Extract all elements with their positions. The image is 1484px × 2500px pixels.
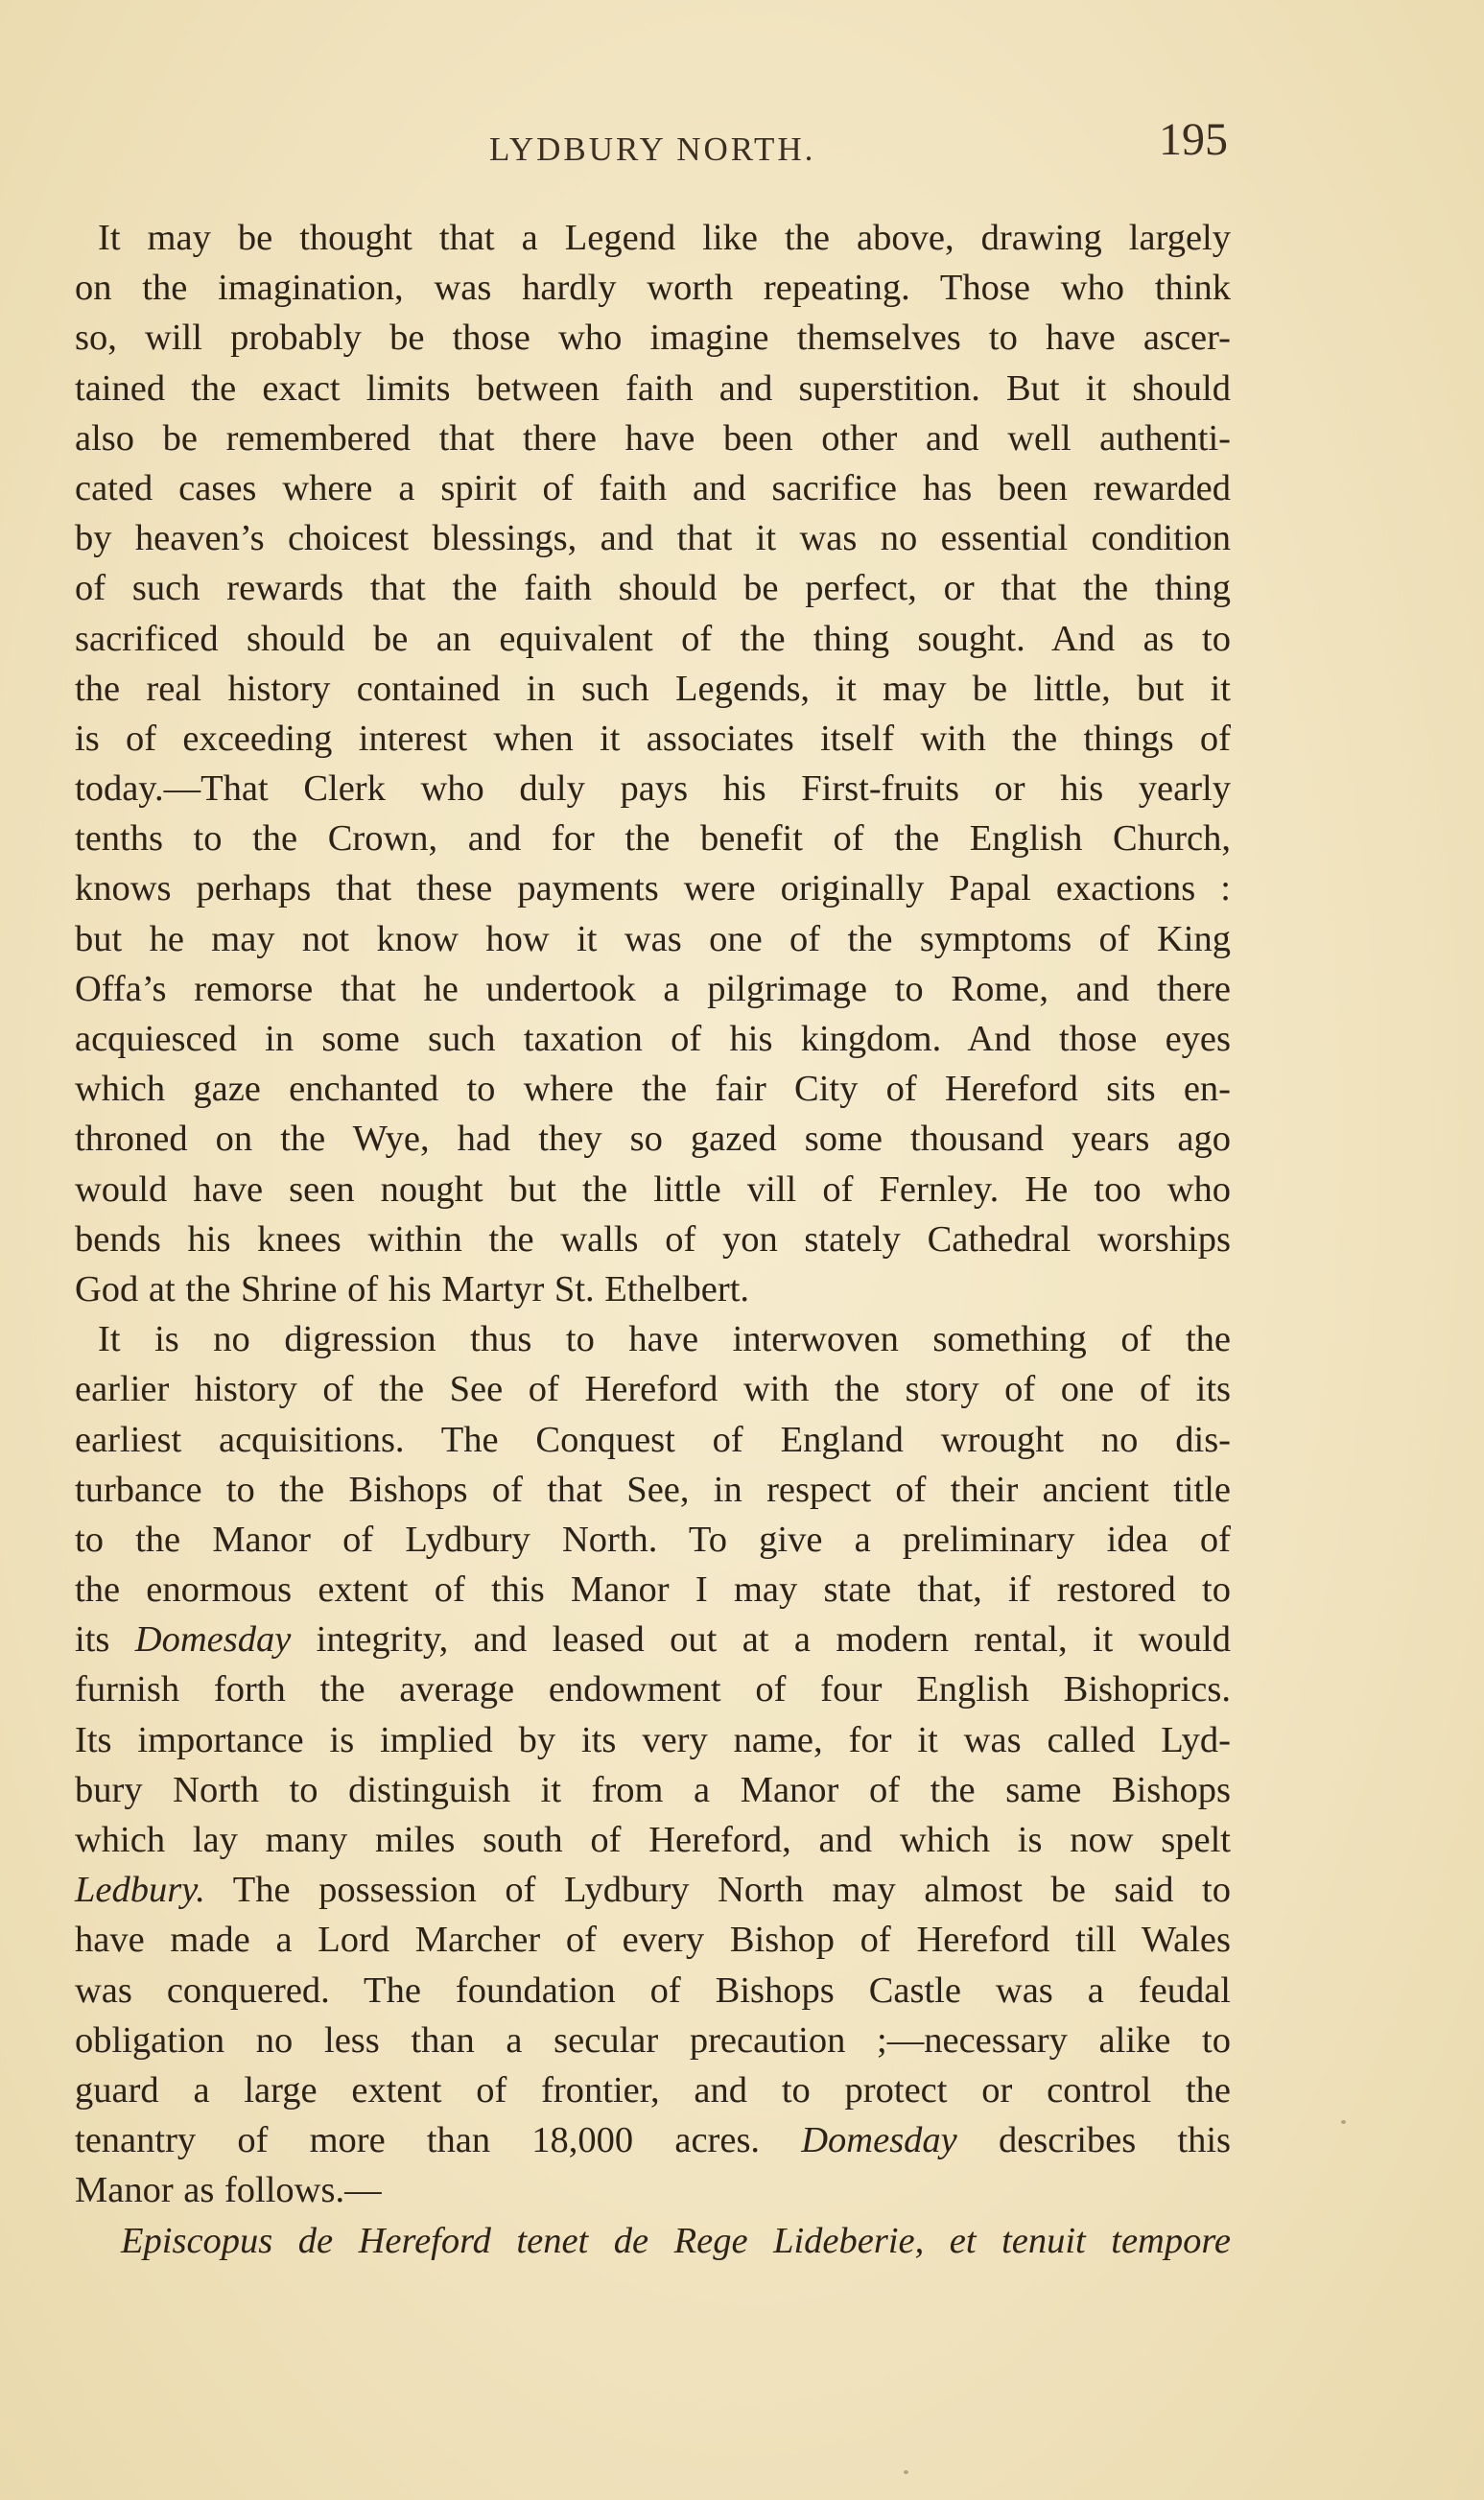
text-line: would have seen nought but the little vill of Fernley. He too who: [75, 1168, 1231, 1210]
text-line: bury North to distinguish it from a Manor of the same Bishops: [75, 1769, 1231, 1810]
text-line: tenths to the Crown, and for the benefit of the English Church,: [75, 818, 1231, 860]
text-line: which lay many miles south of Hereford, and which is now spelt: [75, 1820, 1231, 1860]
paper-speck: [904, 2470, 908, 2474]
text-line: which gaze enchanted to where the fair City of Hereford sits en-: [75, 1069, 1231, 1110]
text-line: [75, 1615, 1231, 1664]
text-line: was conquered. The foundation of Bishops Castle was a feudal: [75, 1969, 1231, 2011]
text-line: so, will probably be those who imagine themselves to have ascer-: [75, 318, 1231, 359]
text-line: It may be thought that a Legend like the above, drawing largely: [98, 218, 1231, 258]
text-fragment: integrity, and leased out at a modern rental, it would: [291, 1619, 1231, 1661]
text-line: acquiesced in some such taxation of his kingdom. And those eyes: [75, 1019, 1231, 1059]
running-head: LYDBURY NORTH.: [489, 130, 816, 168]
text-line: cated cases where a spirit of faith and sacrifice has been rewarded: [75, 467, 1231, 508]
paper-speck: [1341, 2120, 1346, 2124]
latin-quotation: Episcopus de Hereford tenet de Rege Lideberie, et tenuit tempore: [121, 2220, 1231, 2261]
text-line: knows perhaps that these payments were originally Papal exactions :: [75, 868, 1231, 909]
text-line: on the imagination, was hardly worth repeating. Those who think: [75, 268, 1231, 309]
text-line: to the Manor of Lydbury North. To give a preliminary idea of: [75, 1519, 1231, 1560]
text-line: [75, 1865, 1231, 1915]
italic-term: Domesday: [134, 1619, 292, 1661]
text-line: but he may not know how it was one of the symptoms of King: [75, 918, 1231, 959]
text-line: Manor as follows.—: [75, 2170, 382, 2211]
italic-term: Domesday: [801, 2120, 957, 2161]
text-line: turbance to the Bishops of that See, in respect of their ancient title: [75, 1469, 1231, 1510]
text-line: It is no digression thus to have interwoven something of the: [98, 1319, 1231, 1360]
text-line: the real history contained in such Legends, it may be little, but it: [75, 668, 1231, 709]
text-line: earliest acquisitions. The Conquest of England wrought no dis-: [75, 1419, 1231, 1460]
text-fragment: describes this: [956, 2120, 1232, 2161]
text-line: furnish forth the average endowment of four English Bishoprics.: [75, 1669, 1231, 1710]
body-text: [75, 213, 1231, 2266]
text-line: Its importance is implied by its very name, for it was called Lyd-: [75, 1719, 1231, 1760]
text-fragment: tenantry of more than 18,000 acres.: [75, 2120, 802, 2161]
text-line: is of exceeding interest when it associates itself with the things of: [75, 718, 1231, 759]
text-line: the enormous extent of this Manor I may state that, if restored to: [75, 1569, 1231, 1611]
page-header: [75, 113, 1226, 180]
text-line: [75, 2115, 1231, 2165]
text-line: of such rewards that the faith should be perfect, or that the thing: [75, 568, 1231, 609]
text-line: Offa’s remorse that he undertook a pilgrimage to Rome, and there: [75, 968, 1231, 1009]
text-line: guard a large extent of frontier, and to protect or control the: [75, 2069, 1231, 2111]
italic-term: Ledbury.: [75, 1870, 205, 1911]
text-line: by heaven’s choicest blessings, and that it was no essential condition: [75, 518, 1231, 559]
page-number: 195: [1159, 114, 1228, 165]
text-line: today.—That Clerk who duly pays his First-fruits or his yearly: [75, 768, 1231, 810]
text-fragment: its: [75, 1619, 135, 1661]
text-line: earlier history of the See of Hereford with the story of one of its: [75, 1369, 1231, 1410]
text-line: also be remembered that there have been other and well authenti-: [75, 417, 1231, 459]
text-line: God at the Shrine of his Martyr St. Ethelbert.: [75, 1268, 750, 1309]
text-line: have made a Lord Marcher of every Bishop of Hereford till Wales: [75, 1920, 1231, 1961]
text-line: obligation no less than a secular precaution ;—necessary alike to: [75, 2019, 1231, 2061]
text-line: sacrificed should be an equivalent of the thing sought. And as to: [75, 618, 1231, 659]
text-line: throned on the Wye, had they so gazed some thousand years ago: [75, 1119, 1231, 1160]
text-fragment: The possession of Lydbury North may almost be said to: [204, 1870, 1231, 1911]
text-line: tained the exact limits between faith and superstition. But it should: [75, 367, 1231, 409]
text-line: bends his knees within the walls of yon stately Cathedral worships: [75, 1218, 1231, 1260]
